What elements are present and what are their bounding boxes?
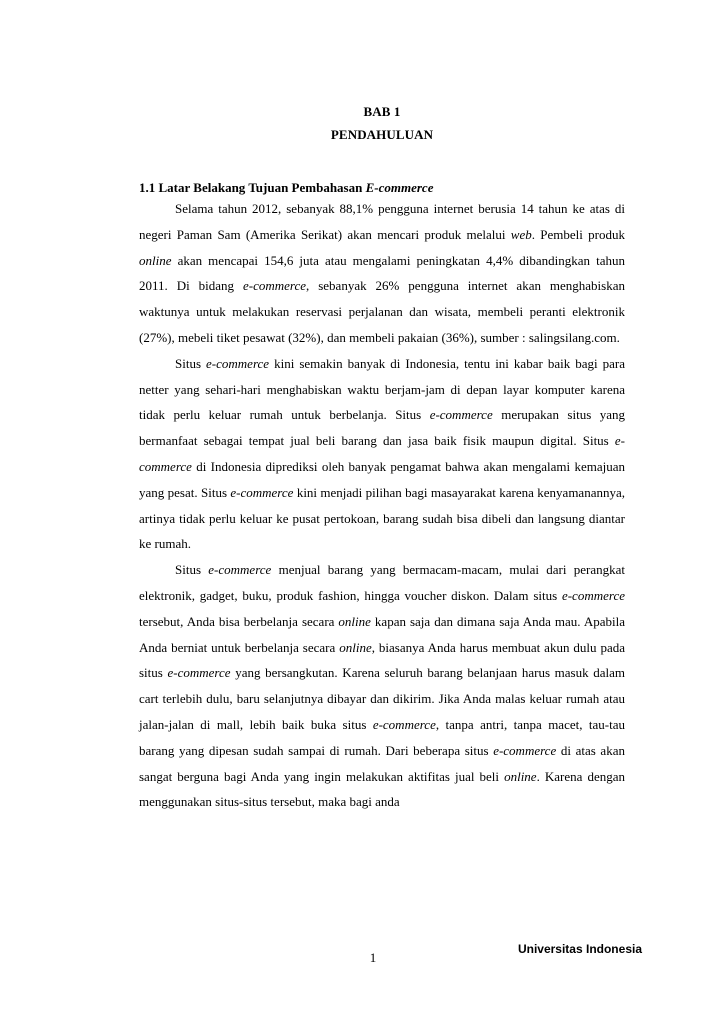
italic-term: e-commerce: [242, 278, 307, 294]
text-run: kini semakin banyak di Indonesia, tentu ini kabar baik bagi para netter yang sehari-hari menghabiskan waktu berjam-jam di depan layar komputer karena tidak perlu keluar rumah untuk berbelanja. Situs: [139, 355, 625, 423]
italic-term: online: [338, 613, 371, 629]
chapter-number: BAB 1: [363, 104, 401, 119]
italic-term: online: [504, 768, 537, 784]
text-run: Situs: [175, 355, 207, 371]
italic-term: e-commerce: [139, 433, 625, 474]
university-name: Universitas Indonesia: [517, 942, 642, 956]
italic-term: web: [510, 226, 532, 242]
italic-term: e-commerce: [429, 407, 493, 423]
text-run: kapan saja dan dimana saja Anda mau. Apabila Anda berniat untuk berbelanja secara: [139, 613, 625, 655]
chapter-title: PENDAHULUAN: [330, 127, 434, 142]
italic-term: online: [339, 639, 372, 655]
paragraph-1: [139, 196, 625, 351]
italic-term: e-commerce: [561, 587, 625, 603]
text-run: , sebanyak 26% pengguna internet akan menghabiskan waktunya untuk melakukan reservasi perjalanan dan wisata, membeli peranti elektronik (27%), mebeli tiket pesawat (32%), dan membeli pakaian (36%), sumber : salingsilang.com.: [139, 278, 626, 345]
text-run: . Pembeli produk: [531, 226, 626, 242]
text-run: . Karena dengan menggunakan situs-situs tersebut, maka bagi anda: [139, 768, 625, 810]
text-run: menjual barang yang bermacam-macam, mulai dari perangkat elektronik, gadget, buku, produk fashion, hingga voucher diskon. Dalam situs: [139, 562, 626, 603]
text-run: di atas akan sangat berguna bagi Anda yang ingin melakukan aktifitas jual beli: [139, 742, 625, 784]
text-run: akan mencapai 154,6 juta atau mengalami peningkatan 4,4% dibandingkan tahun 2011. Di bidang: [139, 252, 625, 294]
text-run: di Indonesia diprediksi oleh banyak pengamat bahwa akan mengalami kemajuan yang pesat. Situs: [139, 458, 625, 500]
text-run: Situs: [175, 562, 209, 578]
text-run: merupakan situs yang bermanfaat sebagai tempat jual beli barang dan jasa baik fisik maupun digital. Situs: [139, 407, 625, 449]
italic-term: e-commerce: [372, 716, 436, 732]
paragraph-2: [139, 351, 625, 557]
italic-term: e-commerce: [208, 562, 272, 578]
italic-term: e-commerce: [230, 484, 294, 500]
page-number: 1: [369, 950, 377, 965]
text-run: , tanpa antri, tanpa macet, tau-tau barang yang dipesan sudah sampai di rumah. Dari beberapa situs: [139, 716, 625, 758]
text-run: , biasanya Anda harus membuat akun dulu pada situs: [139, 639, 625, 681]
text-run: Selama tahun 2012, sebanyak 88,1% pengguna internet berusia 14 tahun ke atas di negeri Paman Sam (Amerika Serikat) akan mencari produk melalui: [139, 201, 625, 242]
text-run: tersebut, Anda bisa berbelanja secara: [139, 613, 339, 629]
section-heading-text: 1.1 Latar Belakang Tujuan Pembahasan: [139, 180, 366, 195]
text-run: kini menjadi pilihan bagi masayarakat karena kenyamanannya, artinya tidak perlu keluar ke pusat pertokoan, barang sudah bisa dibeli dan langsung diantar ke rumah.: [139, 484, 625, 552]
italic-term: e-commerce: [493, 742, 557, 758]
section-heading-italic: E-commerce: [365, 180, 434, 195]
italic-term: e-commerce: [206, 355, 270, 371]
body-content: [139, 180, 625, 815]
paragraph-3: [139, 557, 625, 815]
section-heading: [139, 180, 625, 196]
text-run: yang bersangkutan. Karena seluruh barang belanjaan harus masuk dalam cart terlebih dulu, baru selanjutnya dibayar dan dikirim. Jika Anda malas keluar rumah atau jalan-jalan di mall, lebih baik buka situs: [139, 665, 626, 732]
italic-term: e-commerce: [167, 665, 231, 681]
italic-term: online: [139, 252, 172, 268]
